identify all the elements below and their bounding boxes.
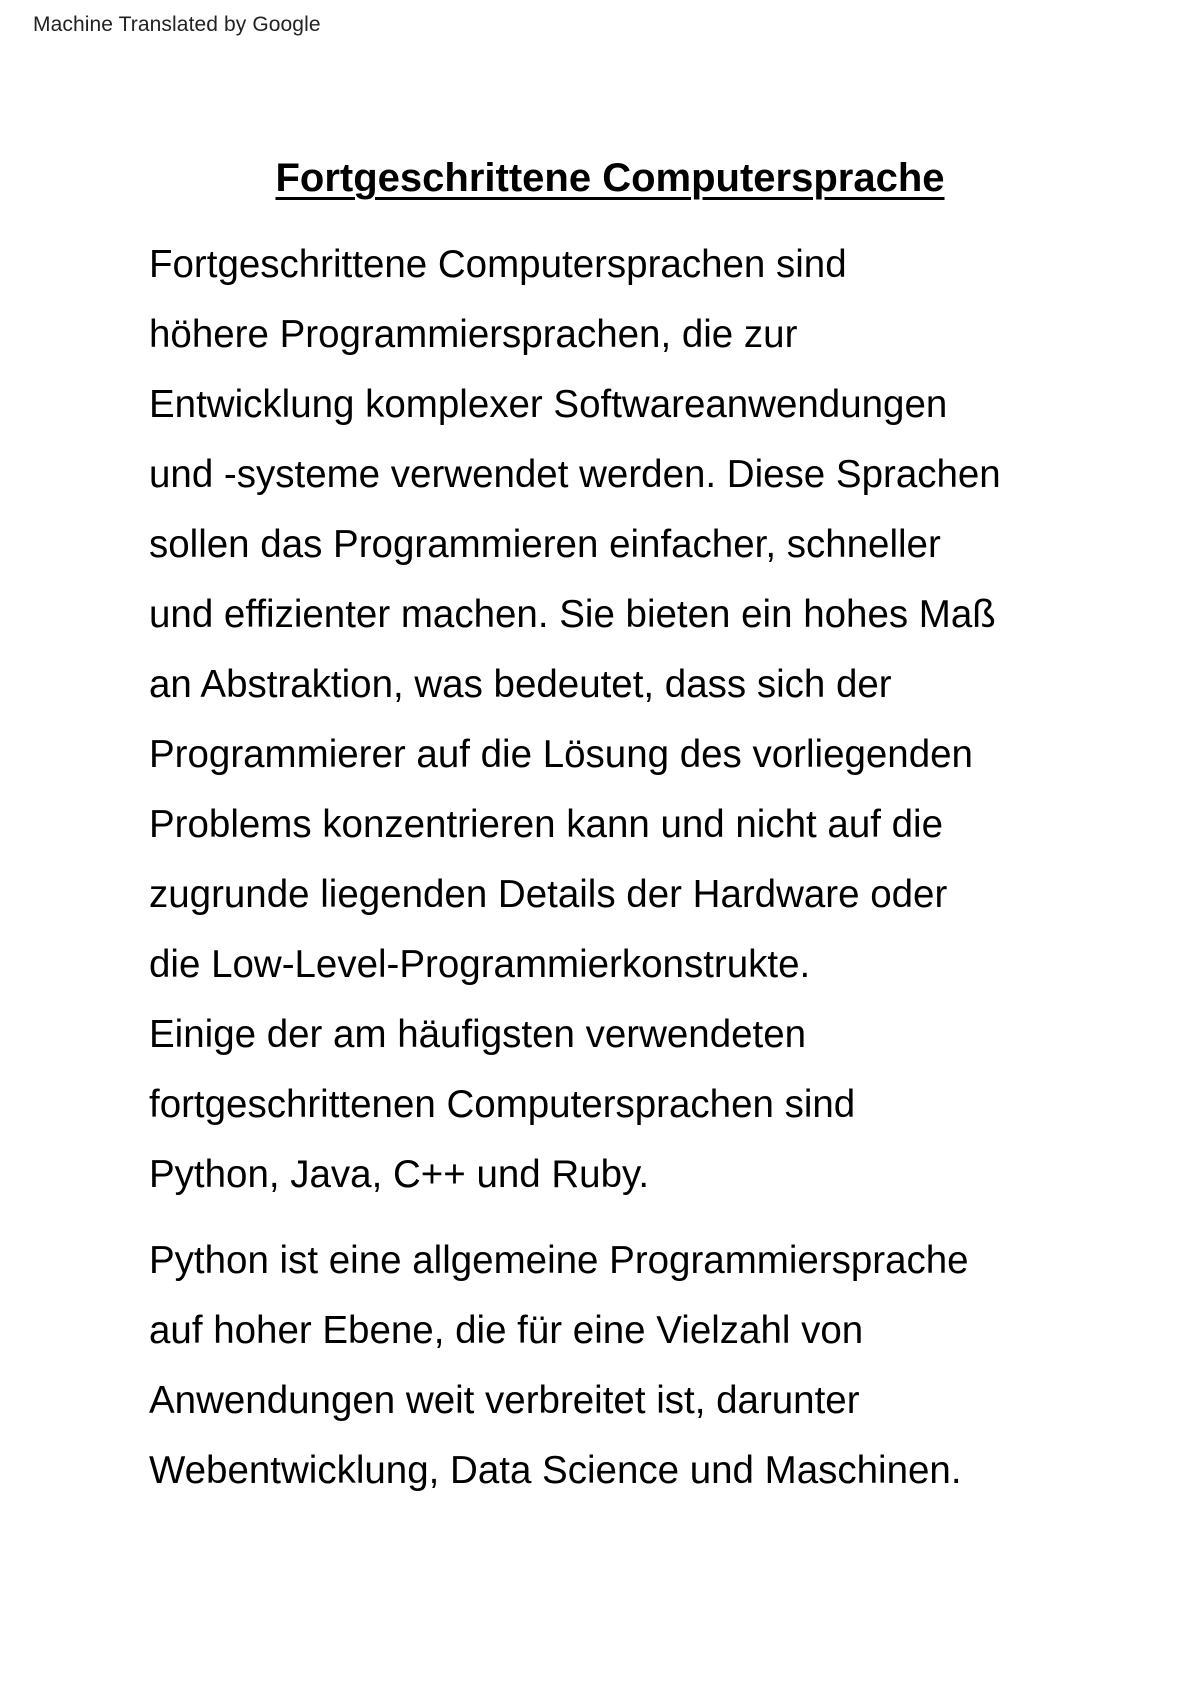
- text-line: auf hoher Ebene, die für eine Vielzahl von: [149, 1309, 864, 1352]
- text-line: die Low-Level-Programmierkonstrukte.: [149, 943, 811, 986]
- machine-translation-watermark: Machine Translated by Google: [33, 13, 321, 36]
- text-line: Fortgeschrittene Computersprachen sind: [149, 243, 847, 286]
- page-title-text: Fortgeschrittene Computersprache: [275, 156, 945, 200]
- text-line: Python, Java, C++ und Ruby.: [149, 1153, 650, 1196]
- text-line: Anwendungen weit verbreitet ist, darunter: [149, 1379, 860, 1422]
- text-line: und effizienter machen. Sie bieten ein hohes Maß: [149, 593, 996, 636]
- text-line: Python ist eine allgemeine Programmiersprache: [149, 1239, 969, 1282]
- text-line: fortgeschrittenen Computersprachen sind: [149, 1083, 856, 1126]
- text-line: zugrunde liegenden Details der Hardware oder: [149, 873, 948, 916]
- text-line: Webentwicklung, Data Science und Maschinen.: [149, 1449, 962, 1492]
- text-line: Einige der am häufigsten verwendeten: [149, 1013, 807, 1056]
- text-line: höhere Programmiersprachen, die zur: [149, 313, 798, 356]
- text-line: Programmierer auf die Lösung des vorliegenden: [149, 733, 973, 776]
- page-title: [0, 154, 1200, 202]
- text-line: und -systeme verwendet werden. Diese Sprachen: [149, 453, 1001, 496]
- text-line: sollen das Programmieren einfacher, schneller: [149, 523, 941, 566]
- text-line: an Abstraktion, was bedeutet, dass sich der: [149, 663, 892, 706]
- text-line: Entwicklung komplexer Softwareanwendungen: [149, 383, 948, 426]
- text-line: Problems konzentrieren kann und nicht auf die: [149, 803, 944, 846]
